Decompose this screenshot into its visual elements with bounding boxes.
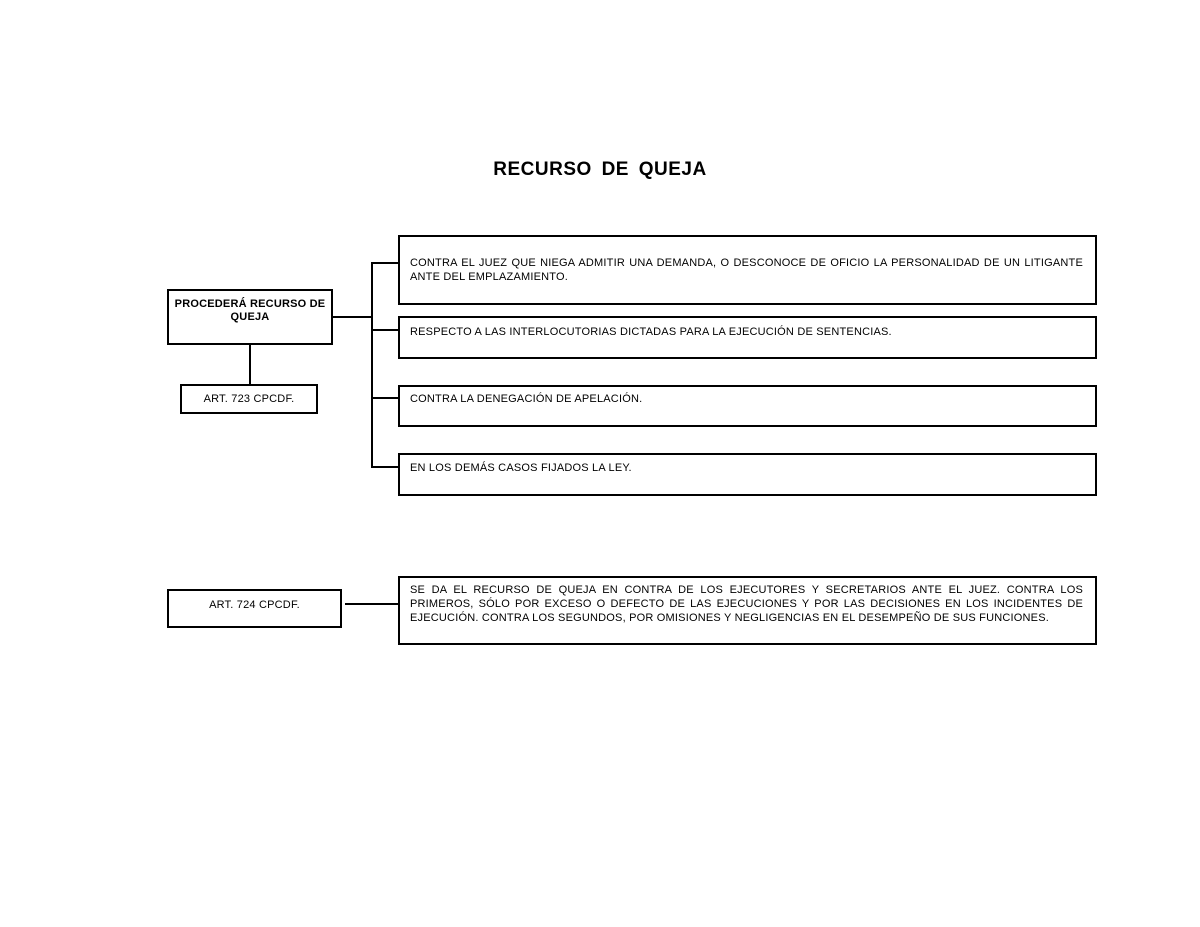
- diagram-title: RECURSO DE QUEJA: [493, 159, 707, 180]
- item-box-1: [398, 235, 1097, 305]
- connector-branch-4: [371, 466, 398, 468]
- item-box-2: [398, 316, 1097, 359]
- main-node-label: PROCEDERÁ RECURSO DE QUEJA: [174, 298, 326, 323]
- connector-trunk: [371, 262, 373, 468]
- connector-branch-1: [371, 262, 398, 264]
- item-text-3: CONTRA LA DENEGACIÓN DE APELACIÓN.: [410, 393, 643, 405]
- connector-main-to-art723: [249, 345, 251, 384]
- connector-main-to-trunk: [333, 316, 372, 318]
- connector-art724-to-description: [345, 603, 398, 605]
- item-text-2: RESPECTO A LAS INTERLOCUTORIAS DICTADAS PARA LA EJECUCIÓN DE SENTENCIAS.: [410, 326, 892, 338]
- item-text-1: CONTRA EL JUEZ QUE NIEGA ADMITIR UNA DEMANDA, O DESCONOCE DE OFICIO LA PERSONALIDAD DE UN LITIGANTE ANTE DEL EMPLAZAMIENTO.: [410, 257, 1083, 283]
- item-box-3: [398, 385, 1097, 427]
- item-box-4: [398, 453, 1097, 496]
- art724-description-box: [398, 576, 1097, 645]
- connector-branch-3: [371, 397, 398, 399]
- art724-label: ART. 724 CPCDF.: [209, 599, 300, 611]
- art723-label: ART. 723 CPCDF.: [203, 393, 295, 405]
- item-text-4: EN LOS DEMÁS CASOS FIJADOS LA LEY.: [410, 462, 632, 474]
- art723-box: [180, 384, 318, 414]
- art724-box: [167, 589, 342, 628]
- art724-description-text: SE DA EL RECURSO DE QUEJA EN CONTRA DE LOS EJECUTORES Y SECRETARIOS ANTE EL JUEZ. CONTRA LOS PRIMEROS, SÓLO POR EXCESO O DEFECTO DE LAS EJECUCIONES Y POR LAS DECISIONES EN LOS INCIDENTES DE EJECUCIÓN. CONTRA LOS SEGUNDOS, POR OMISIONES Y NEGLIGENCIAS EN EL DESEMPEÑO DE SUS FUNCIONES.: [410, 584, 1083, 624]
- main-node-box: [167, 289, 333, 345]
- connector-branch-2: [371, 329, 398, 331]
